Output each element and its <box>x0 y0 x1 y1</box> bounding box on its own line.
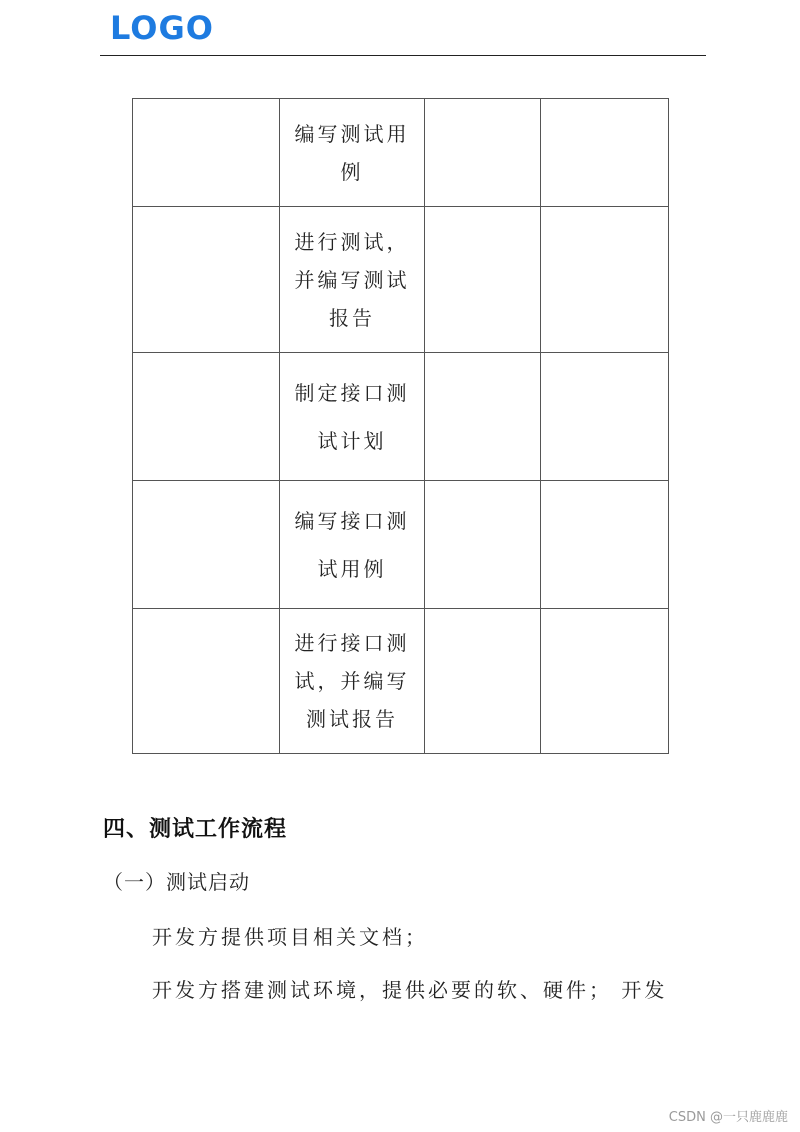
task-text: 编写接口测试用例 <box>294 508 410 581</box>
logo: LOGO <box>110 9 214 47</box>
table-cell-empty <box>133 207 280 353</box>
section-heading: 四、测试工作流程 <box>103 817 288 842</box>
table-cell-empty <box>425 481 541 609</box>
task-cell <box>280 99 425 207</box>
task-cell <box>280 353 425 481</box>
task-text: 进行测试，并编写测试报告 <box>294 229 410 330</box>
table-cell-empty <box>541 207 669 353</box>
task-cell <box>280 481 425 609</box>
table-cell-empty <box>541 609 669 754</box>
table-cell-empty <box>541 481 669 609</box>
table-row <box>133 353 669 481</box>
task-text: 编写测试用例 <box>294 121 410 184</box>
paragraph: 开发方搭建测试环境，提供必要的软、硬件； 开发 <box>152 978 668 1002</box>
table-cell-empty <box>133 481 280 609</box>
table-cell-empty <box>425 207 541 353</box>
table-cell-empty <box>425 353 541 481</box>
task-text: 进行接口测试，并编写测试报告 <box>294 631 410 731</box>
table-cell-empty <box>541 99 669 207</box>
task-cell <box>280 609 425 754</box>
sub-heading: （一）测试启动 <box>103 870 250 894</box>
table-cell-empty <box>133 353 280 481</box>
header-rule <box>100 55 706 56</box>
table-cell-empty <box>541 353 669 481</box>
task-cell <box>280 207 425 353</box>
table-cell-empty <box>425 609 541 754</box>
task-table <box>132 98 669 754</box>
table-cell-empty <box>133 609 280 754</box>
table-row <box>133 481 669 609</box>
table-row <box>133 207 669 353</box>
task-text: 制定接口测试计划 <box>294 380 410 453</box>
table-cell-empty <box>425 99 541 207</box>
table-row <box>133 99 669 207</box>
table-row <box>133 609 669 754</box>
watermark: CSDN @一只鹿鹿鹿 <box>668 1110 788 1125</box>
paragraph: 开发方提供项目相关文档； <box>152 925 428 949</box>
table-cell-empty <box>133 99 280 207</box>
